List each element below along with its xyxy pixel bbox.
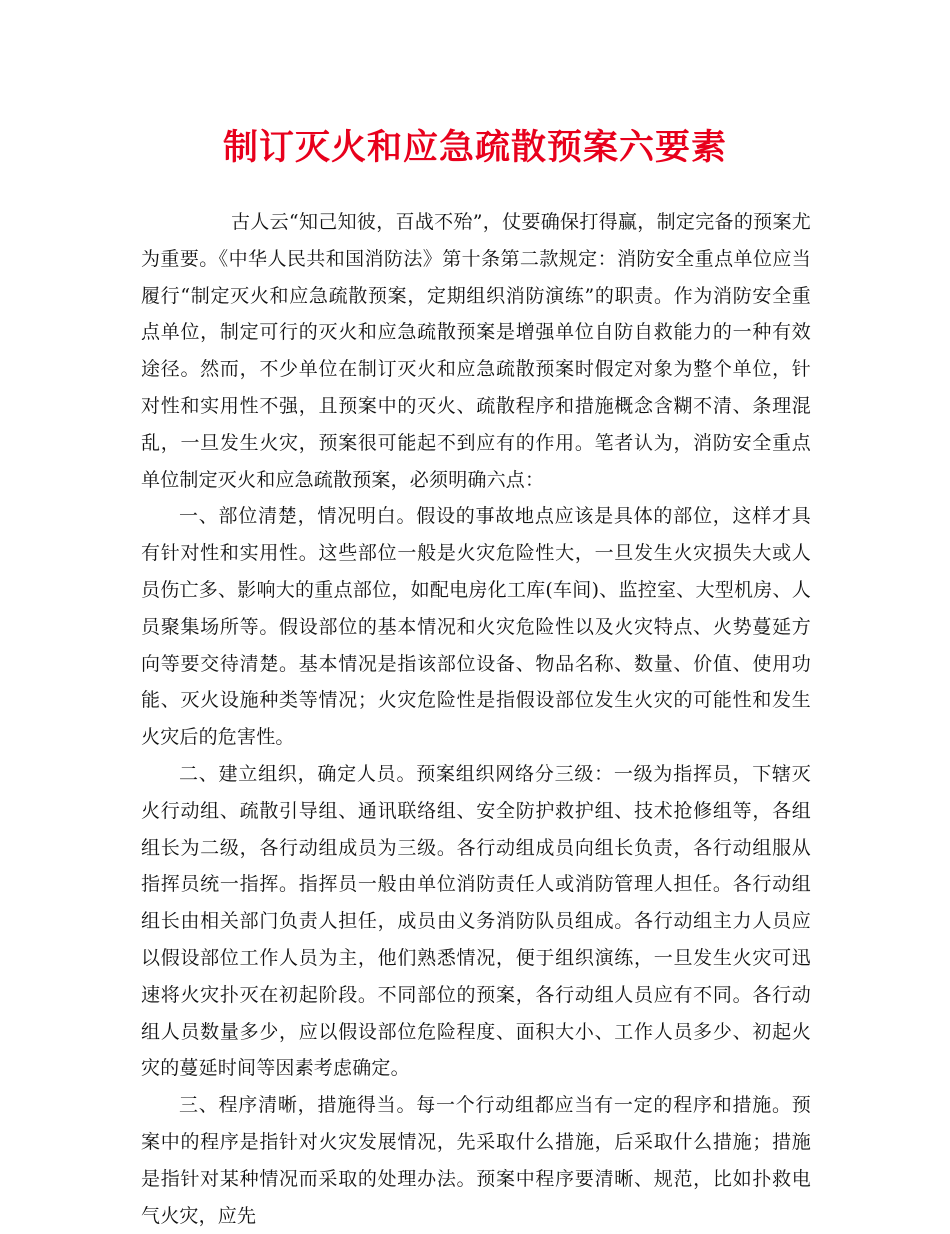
paragraph-point-3: 三、程序清晰，措施得当。每一个行动组都应当有一定的程序和措施。预案中的程序是指针对火灾发展情况，先采取什么措施，后采取什么措施；措施是指针对某种情况而采取的处理办法。预案中程序要清晰、规范，比如扑救电气火灾，应先 <box>141 1094 811 1227</box>
document-body <box>141 204 811 1234</box>
paragraph-intro: 古人云“知己知彼，百战不殆”，仗要确保打得赢，制定完备的预案尤为重要。《中华人民共和国消防法》第十条第二款规定：消防安全重点单位应当履行“制定灭火和应急疏散预案，定期组织消防演练”的职责。作为消防安全重点单位，制定可行的灭火和应急疏散预案是增强单位自防自救能力的一种有效途径。然而，不少单位在制订灭火和应急疏散预案时假定对象为整个单位，针对性和实用性不强，且预案中的灭火、疏散程序和措施概念含糊不清、条理混乱，一旦发生火灾，预案很可能起不到应有的作用。笔者认为，消防安全重点单位制定灭火和应急疏散预案，必须明确六点： <box>141 211 811 491</box>
paragraph-point-2: 二、建立组织，确定人员。预案组织网络分三级：一级为指挥员，下辖灭火行动组、疏散引导组、通讯联络组、安全防护救护组、技术抢修组等，各组组长为二级，各行动组成员为三级。各行动组成员向组长负责，各行动组服从指挥员统一指挥。指挥员一般由单位消防责任人或消防管理人担任。各行动组组长由相关部门负责人担任，成员由义务消防队员组成。各行动组主力人员应以假设部位工作人员为主，他们熟悉情况，便于组织演练，一旦发生火灾可迅速将火灾扑灭在初起阶段。不同部位的预案，各行动组人员应有不同。各行动组人员数量多少，应以假设部位危险程度、面积大小、工作人员多少、初起火灾的蔓延时间等因素考虑确定。 <box>141 762 811 1080</box>
paragraph-point-1: 一、部位清楚，情况明白。假设的事故地点应该是具体的部位，这样才具有针对性和实用性。这些部位一般是火灾危险性大，一旦发生火灾损失大或人员伤亡多、影响大的重点部位，如配电房化工库(车间)、监控室、大型机房、人员聚集场所等。假设部位的基本情况和火灾危险性以及火灾特点、火势蔓延方向等要交待清楚。基本情况是指该部位设备、物品名称、数量、价值、使用功能、灭火设施种类等情况；火灾危险性是指假设部位发生火灾的可能性和发生火灾后的危害性。 <box>141 505 811 749</box>
document-title: 制订灭火和应急疏散预案六要素 <box>222 127 727 168</box>
